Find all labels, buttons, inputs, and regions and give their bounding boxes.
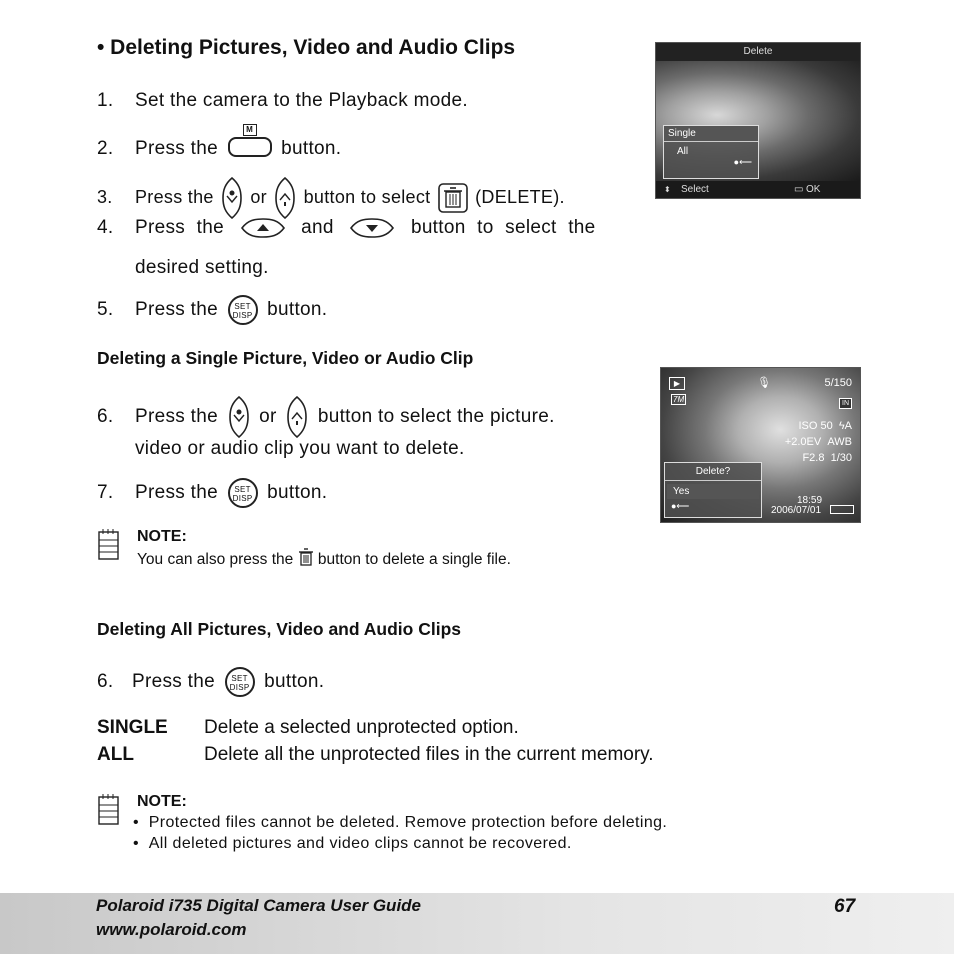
flash-icon: ϟA	[838, 420, 852, 432]
lcd-delete-menu	[655, 42, 861, 199]
right-button-icon	[286, 395, 308, 439]
glyph-top: SET	[231, 674, 248, 683]
step-6-all	[97, 667, 324, 697]
step-text: Press the	[135, 299, 218, 321]
wb-value: AWB	[827, 436, 852, 448]
up-button-icon	[240, 217, 286, 239]
step-text: button to select the picture.	[317, 406, 555, 428]
ev-wb	[785, 436, 852, 448]
time: 18:59	[797, 495, 823, 506]
aperture-value: F2.8	[802, 452, 825, 464]
footer-url: www.polaroid.com	[96, 920, 247, 939]
shutter-value: 1/30	[830, 452, 852, 464]
playback-icon: ▶	[669, 377, 685, 390]
date: 2006/07/01	[771, 505, 822, 516]
note-text-part: button to delete a single file.	[317, 551, 511, 568]
note-bullet: • All deleted pictures and video clips cannot be recovered.	[133, 835, 572, 852]
set-disp-button-icon	[225, 667, 255, 697]
page-number: 67	[834, 896, 856, 917]
step-text: button.	[281, 138, 342, 159]
dialog-yes[interactable]: Yes	[667, 484, 759, 499]
note-text	[137, 548, 511, 569]
step-text: button to select	[303, 186, 431, 207]
menu-button-icon	[228, 124, 272, 157]
def-term-all: ALL	[97, 744, 134, 765]
step-6-single	[97, 395, 555, 439]
footer-ok: OK	[806, 184, 821, 195]
step-text: Set the camera to the Playback mode.	[135, 90, 468, 111]
updown-icon: ⬍	[664, 185, 671, 194]
trash-icon	[298, 548, 314, 566]
step-4	[97, 217, 596, 239]
back-icon: ●⟵	[733, 157, 752, 167]
step-text: button.	[264, 671, 325, 693]
step-5	[97, 295, 327, 325]
back-icon: ●⟵	[671, 501, 690, 511]
step-3	[97, 176, 565, 220]
ok-icon: ▭	[794, 184, 804, 195]
glyph-bottom: DISP	[229, 683, 250, 692]
step-text: button to select the	[410, 217, 596, 239]
section-heading-all: Deleting All Pictures, Video and Audio Clips	[97, 619, 461, 639]
page-footer	[0, 893, 954, 954]
step-text: (DELETE).	[475, 186, 565, 207]
note-label: NOTE:	[137, 793, 187, 810]
set-disp-button-icon	[228, 478, 258, 508]
left-button-icon	[221, 176, 243, 220]
memory-badge: IN	[839, 398, 852, 409]
step-text: and	[301, 217, 334, 239]
step-text: Press the	[135, 406, 218, 428]
note-icon	[98, 794, 120, 826]
down-button-icon	[349, 217, 395, 239]
note-text-part: You can also press the	[137, 551, 294, 568]
step-text: Press the	[135, 482, 218, 504]
menu-item-all[interactable]: All	[677, 146, 689, 157]
delete-dialog	[664, 462, 762, 518]
trash-icon	[438, 183, 468, 213]
set-disp-button-icon	[228, 295, 258, 325]
step-number: 6.	[97, 671, 114, 693]
lcd-header: Delete	[656, 43, 860, 61]
right-button-icon	[274, 176, 296, 220]
footer-guide-title: Polaroid i735 Digital Camera User Guide	[96, 896, 422, 915]
step-number: 6.	[97, 406, 114, 428]
step-text: Press the	[135, 186, 214, 207]
menu-glyph: M	[243, 124, 257, 136]
step-text: Press the	[132, 671, 215, 693]
glyph-top: SET	[234, 485, 251, 494]
step-text: button.	[267, 482, 328, 504]
lcd-menu	[663, 125, 759, 179]
iso-value: ISO 50	[798, 420, 833, 432]
def-term-single: SINGLE	[97, 717, 168, 738]
lcd-footer	[656, 181, 860, 198]
step-number: 4.	[97, 217, 114, 239]
glyph-bottom: DISP	[232, 494, 253, 503]
step-7-single	[97, 478, 327, 508]
glyph-top: SET	[234, 302, 251, 311]
ev-value: +2.0EV	[784, 436, 822, 448]
page-title: • Deleting Pictures, Video and Audio Clips	[97, 36, 516, 59]
iso-flash	[798, 420, 852, 432]
step-number: 5.	[97, 299, 114, 321]
step-number: 7.	[97, 482, 114, 504]
step-2	[97, 124, 342, 160]
note-label: NOTE:	[137, 528, 187, 545]
exposure	[802, 452, 852, 464]
lcd-delete-confirm	[660, 367, 861, 523]
step-6-single-continued: video or audio clip you want to delete.	[135, 438, 465, 459]
def-desc-all: Delete all the unprotected files in the current memory.	[204, 744, 654, 765]
section-heading-single: Deleting a Single Picture, Video or Audio Clip	[97, 348, 474, 368]
battery-icon	[830, 505, 854, 514]
glyph-bottom: DISP	[232, 311, 253, 320]
step-text: Press the	[135, 138, 218, 159]
menu-item-single[interactable]: Single	[664, 126, 758, 142]
step-text: or	[259, 406, 277, 428]
image-size-badge: 7M	[673, 395, 685, 404]
def-desc-single: Delete a selected unprotected option.	[204, 717, 519, 738]
dialog-title: Delete?	[665, 463, 761, 481]
footer-select: Select	[681, 184, 709, 195]
step-text: Press the	[135, 217, 224, 239]
note-bullet-text: All deleted pictures and video clips cannot be recovered.	[148, 835, 572, 852]
step-text: button.	[267, 299, 328, 321]
image-counter: 5/150	[824, 377, 852, 389]
step-number: 1.	[97, 90, 114, 111]
microphone-icon: 🎙	[757, 377, 771, 389]
note-bullet: • Protected files cannot be deleted. Remove protection before deleting.	[133, 814, 668, 831]
note-bullet-text: Protected files cannot be deleted. Remove protection before deleting.	[148, 814, 668, 831]
step-4-continued: desired setting.	[135, 257, 269, 278]
note-icon	[98, 529, 120, 561]
step-1	[97, 90, 468, 112]
step-number: 2.	[97, 138, 114, 159]
left-button-icon	[228, 395, 250, 439]
step-number: 3.	[97, 186, 113, 207]
step-text: or	[250, 186, 267, 207]
